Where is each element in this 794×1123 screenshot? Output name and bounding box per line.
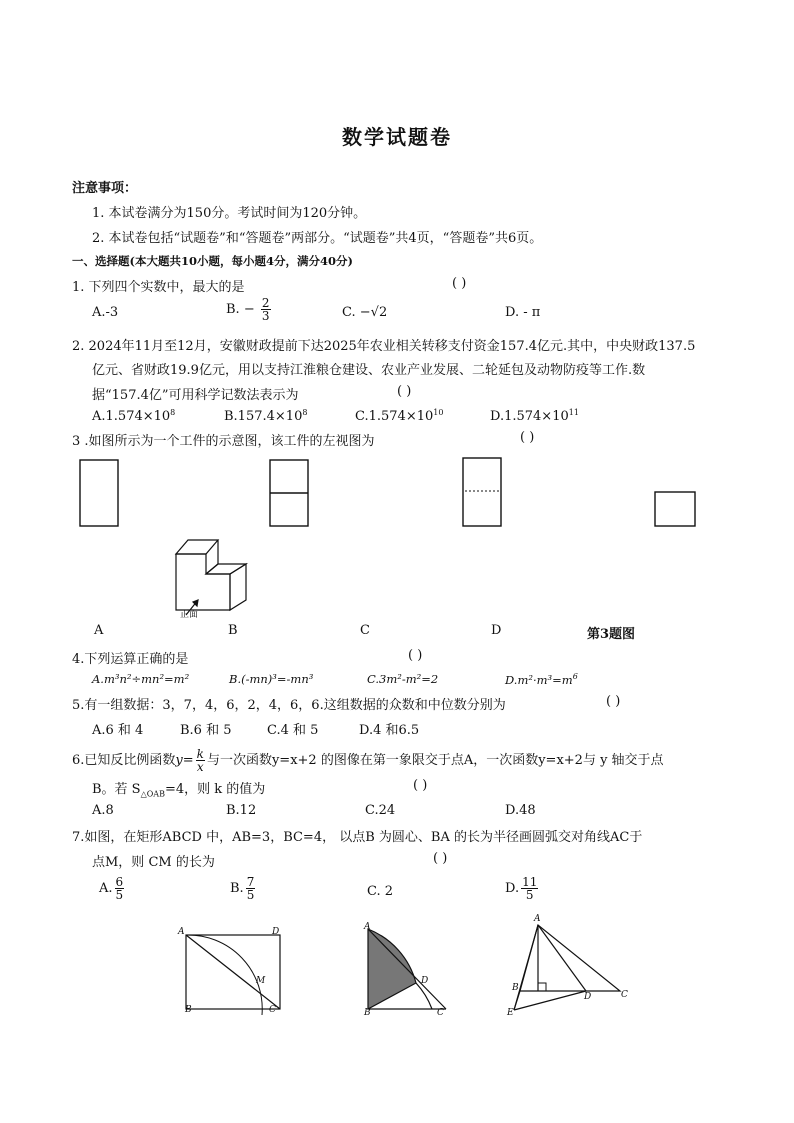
q2-option-c — [355, 408, 443, 424]
q6-frac-x: x — [196, 760, 204, 774]
q6-var-y: y — [175, 753, 183, 768]
q2-option-a-base: A.1.574×10 — [92, 409, 171, 424]
sector-label-d: D — [421, 976, 429, 986]
q4-stem: 4.下列运算正确的是 — [72, 652, 189, 667]
q2-option-c-base: C.1.574×10 — [355, 409, 434, 424]
notice-item-1: 1. 本试卷满分为150分。考试时间为120分钟。 — [92, 206, 367, 221]
q6-line2-sub: △OAB — [140, 789, 165, 799]
q5-option-b: B.6 和 5 — [180, 723, 232, 738]
q2-line-3: 据“157.4亿”可用科学记数法表示为 — [92, 388, 299, 403]
q1-answer-paren: ( ) — [452, 276, 467, 291]
q2-answer-paren: ( ) — [397, 384, 412, 399]
q3-figures — [0, 450, 794, 650]
q3-workpiece-drawing — [176, 540, 246, 615]
rect-label-m: M — [256, 976, 266, 986]
q6-line-1 — [72, 748, 664, 773]
q4-option-d-base: D.m²·m³=m — [505, 673, 573, 687]
q2-line-2: 亿元、省财政19.9亿元，用以支持江淮粮仓建设、农业产业发展、二轮延包及动物防疫等工作.数 — [92, 363, 646, 378]
section-heading: 一、选择题(本大题共10小题，每小题4分，满分40分) — [72, 254, 353, 268]
q1-option-c-prefix: C. — [342, 305, 356, 320]
q7-line-1: 7.如图，在矩形ABCD 中，AB=3，BC=4， 以点B 为圆心、BA 的长为半径画圆弧交对角线AC于 — [72, 830, 643, 845]
q7-option-b-denominator: 5 — [246, 888, 255, 902]
q2-option-b-base: B.157.4×10 — [224, 409, 303, 424]
sector-label-a: A — [364, 922, 371, 932]
q7-option-d-denominator: 5 — [525, 888, 534, 902]
q3-answer-paren: ( ) — [520, 430, 535, 445]
q3-option-c-view — [463, 458, 501, 526]
q2-option-b — [224, 408, 307, 424]
q6-option-d: D.48 — [505, 803, 536, 818]
q7-option-d-numerator: 11 — [522, 875, 538, 889]
rect-label-c: C — [269, 1005, 276, 1015]
q7-option-b-numerator: 7 — [246, 875, 255, 889]
q6-option-a: A.8 — [92, 803, 114, 818]
tri-label-e: E — [507, 1008, 514, 1018]
q5-option-d: D.4 和6.5 — [359, 723, 420, 738]
q7-answer-paren: ( ) — [433, 851, 448, 866]
q7-option-b — [230, 876, 257, 901]
q2-option-c-exp: 10 — [433, 408, 444, 417]
q3-option-b-view — [270, 460, 308, 526]
q5-option-c: C.4 和 5 — [267, 723, 319, 738]
q3-label-d: D — [491, 623, 502, 638]
q3-option-d-view — [655, 492, 695, 526]
q1-option-c-value: −√2 — [359, 305, 388, 320]
q7-option-a-denominator: 5 — [115, 888, 124, 902]
q1-option-b-sign: − — [243, 302, 255, 317]
q4-option-a: A.m³n²÷mn²=m² — [92, 672, 190, 686]
q6-stem-suffix: 与一次函数y=x+2 的图像在第一象限交于点A，一次函数y=x+2与 y 轴交于点 — [206, 753, 664, 768]
notice-item-2: 2. 本试卷包括“试题卷”和“答题卷”两部分。“试题卷”共4页，“答题卷”共6页。 — [92, 231, 543, 246]
q5-option-a: A.6 和 4 — [92, 723, 144, 738]
q3-label-a: A — [94, 623, 104, 638]
triangle-figure — [514, 925, 620, 1010]
q7-option-c: C. 2 — [367, 884, 394, 899]
q2-option-a-exp: 8 — [170, 408, 176, 417]
rect-label-b: B — [185, 1005, 192, 1015]
q2-option-b-exp: 8 — [302, 408, 308, 417]
q3-option-a-view — [80, 460, 118, 526]
q6-line-2 — [92, 778, 265, 799]
q6-equals: = — [182, 753, 194, 768]
q1-stem: 1. 下列四个实数中，最大的是 — [72, 280, 245, 295]
q6-frac-k: k — [196, 747, 204, 761]
tri-label-b: B — [512, 983, 519, 993]
rect-label-a: A — [178, 927, 185, 937]
notice-heading: 注意事项： — [72, 181, 138, 196]
q7-option-d — [505, 876, 540, 901]
sector-label-b: B — [364, 1008, 371, 1018]
q1-option-d: D. - π — [505, 305, 541, 320]
q3-front-label: 正面 — [180, 610, 199, 620]
q1-option-c — [342, 305, 387, 320]
q2-line-1: 2. 2024年11月至12月，安徽财政提前下达2025年农业相关转移支付资金157.4亿元.其中，中央财政137.5 — [72, 339, 696, 354]
q4-answer-paren: ( ) — [408, 648, 423, 663]
q5-stem: 5.有一组数据：3，7，4，6，2，4，6，6.这组数据的众数和中位数分别为 — [72, 698, 506, 713]
q7-option-a-numerator: 6 — [115, 875, 124, 889]
q7-option-b-prefix: B. — [230, 881, 244, 896]
q7-line-2: 点M，则 CM 的长为 — [92, 855, 215, 870]
q4-option-d-exp: 6 — [572, 672, 578, 681]
q2-option-d-base: D.1.574×10 — [490, 409, 569, 424]
q2-option-d — [490, 408, 579, 424]
tri-label-a: A — [534, 914, 541, 924]
q3-label-b: B — [228, 623, 238, 638]
rectangle-figure — [186, 935, 280, 1015]
q1-option-b-numerator: 2 — [261, 296, 270, 310]
q4-option-d — [505, 672, 578, 687]
q6-line2-suffix: =4，则 k 的值为 — [164, 782, 266, 797]
q1-option-b-denominator: 3 — [261, 309, 270, 323]
q6-answer-paren: ( ) — [413, 778, 428, 793]
q7-option-a — [99, 876, 126, 901]
q3-figure-caption: 第3题图 — [587, 627, 636, 642]
q5-answer-paren: ( ) — [606, 694, 621, 709]
q3-stem: 3 .如图所示为一个工件的示意图，该工件的左视图为 — [72, 434, 375, 449]
sector-figure — [368, 929, 446, 1009]
tri-label-c: C — [621, 990, 628, 1000]
q7-option-a-prefix: A. — [99, 881, 113, 896]
page-title: 数学试题卷 — [342, 125, 452, 149]
q6-stem-prefix: 6.已知反比例函数 — [72, 753, 176, 768]
tri-label-d: D — [584, 992, 592, 1002]
q4-option-c: C.3m²-m²=2 — [367, 672, 439, 686]
q2-option-a — [92, 408, 175, 424]
q1-option-b — [226, 297, 273, 322]
rect-label-d: D — [272, 927, 280, 937]
q1-option-a: A.-3 — [92, 305, 119, 320]
q4-option-b: B.(-mn)³=-mn³ — [229, 672, 314, 686]
q7-option-d-prefix: D. — [505, 881, 520, 896]
q6-option-b: B.12 — [226, 803, 257, 818]
q6-line2-prefix: B。若 S — [92, 782, 141, 797]
sector-label-c: C — [437, 1008, 444, 1018]
bottom-figures — [0, 915, 794, 1025]
q1-option-b-prefix: B. — [226, 302, 240, 317]
q3-label-c: C — [360, 623, 370, 638]
q2-option-d-exp: 11 — [568, 408, 579, 417]
q6-option-c: C.24 — [365, 803, 396, 818]
